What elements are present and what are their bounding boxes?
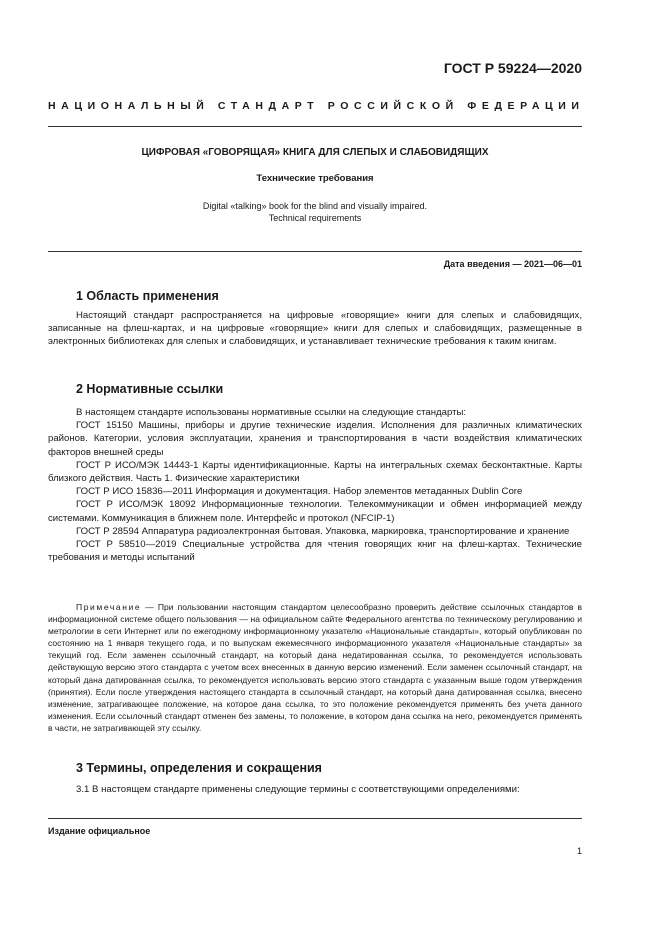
reference-item: ГОСТ 15150 Машины, приборы и другие технические изделия. Исполнения для различных климатических районов. Категории, условия эксплуатации, хранения и транспортирования в части воздействия климатических факторов внешней среды xyxy=(48,420,582,458)
reference-item: ГОСТ Р ИСО/МЭК 14443-1 Карты идентификационные. Карты на интегральных схемах бесконтактные. Карты близкого действия. Часть 1. Физические характеристики xyxy=(48,459,582,485)
section-1-heading: 1 Область применения xyxy=(76,289,219,303)
section-1-paragraph: Настоящий стандарт распространяется на цифровые «говорящие» книги для слепых и слабовидящих, записанные на флеш-картах, и на цифровые «говорящие» книги для слепых и слабовидящих, размещенные в электронных библиотеках для слепых и слабовидящих, и устанавливает технические требования к таким книгам. xyxy=(48,310,582,348)
reference-item: ГОСТ Р ИСО 15836—2011 Информация и документация. Набор элементов метаданных Dublin Core xyxy=(76,486,523,498)
footer-rule xyxy=(48,818,582,819)
standard-id: ГОСТ Р 59224—2020 xyxy=(443,60,582,76)
section-2-heading: 2 Нормативные ссылки xyxy=(76,382,224,396)
introduction-date: Дата введения — 2021—06—01 xyxy=(443,259,582,269)
note-label: Примечание xyxy=(76,602,142,612)
section-3-heading: 3 Термины, определения и сокращения xyxy=(76,761,322,775)
page-number: 1 xyxy=(576,846,582,856)
document-title: ЦИФРОВАЯ «ГОВОРЯЩАЯ» КНИГА ДЛЯ СЛЕПЫХ И СЛАБОВИДЯЩИХ xyxy=(141,147,489,158)
title-rule xyxy=(48,251,582,252)
english-title-line-2: Technical requirements xyxy=(268,213,362,223)
official-edition-label: Издание официальное xyxy=(48,826,151,836)
reference-item: ГОСТ Р ИСО/МЭК 18092 Информационные технологии. Телекоммуникации и обмен информацией между системами. Коммуникация в ближнем поле. Интерфейс и протокол (NFCIP-1) xyxy=(48,499,582,524)
english-title xyxy=(48,200,582,224)
reference-item: ГОСТ Р 58510—2019 Специальные устройства для чтения говорящих книг на флеш-картах. Технические требования и методы испытаний xyxy=(48,539,582,564)
section-2-intro: В настоящем стандарте использованы нормативные ссылки на следующие стандарты: xyxy=(76,407,467,418)
note-paragraph xyxy=(48,601,582,734)
section-1-body xyxy=(48,309,582,349)
section-3-paragraph: 3.1 В настоящем стандарте применены следующие термины с соответствующими определениями: xyxy=(76,784,520,795)
section-3-body xyxy=(48,783,582,796)
document-subtitle: Технические требования xyxy=(256,173,374,184)
english-title-line-1: Digital «talking» book for the blind and visually impaired. xyxy=(202,201,428,211)
header-rule xyxy=(48,126,582,127)
section-2-body xyxy=(48,406,582,564)
note-block xyxy=(48,601,582,734)
note-text: — При пользовании настоящим стандартом целесообразно проверить действие ссылочных стандартов в информационной системе общего пользования — на официальном сайте Федерального агентства по техническому регулированию и метрологии в сети Интернет или по ежегодному информационному указателю «Национальные стандарты», который опубликован по состоянию на 1 января текущего года, и по выпускам ежемесячного информационного указателя «Национальные стандарты» за текущий год. Если заменен ссылочный стандарт, на который дана недатированная ссылка, то рекомендуется использовать действующую версию этого стандарта с учетом всех внесенных в данную версию изменений. Если заменен ссылочный стандарт, на который дана датированная ссылка, то рекомендуется использовать версию этого стандарта с указанным выше годом утверждения (принятия). Если после утверждения настоящего стандарта в ссылочный стандарт, на который дана датированная ссылка, внесено изменение, затрагивающее положение, на которое дана ссылка, то это положение рекомендуется применять без учета данного изменения. Если ссылочный стандарт отменен без замены, то положение, в котором дана ссылка на него, рекомендуется применять в части, не затрагивающей эту ссылку. xyxy=(48,602,582,733)
national-standard-banner: НАЦИОНАЛЬНЫЙ СТАНДАРТ РОССИЙСКОЙ ФЕДЕРАЦИИ xyxy=(48,100,585,112)
reference-item: ГОСТ Р 28594 Аппаратура радиоэлектронная бытовая. Упаковка, маркировка, транспортирование и хранение xyxy=(76,525,570,537)
